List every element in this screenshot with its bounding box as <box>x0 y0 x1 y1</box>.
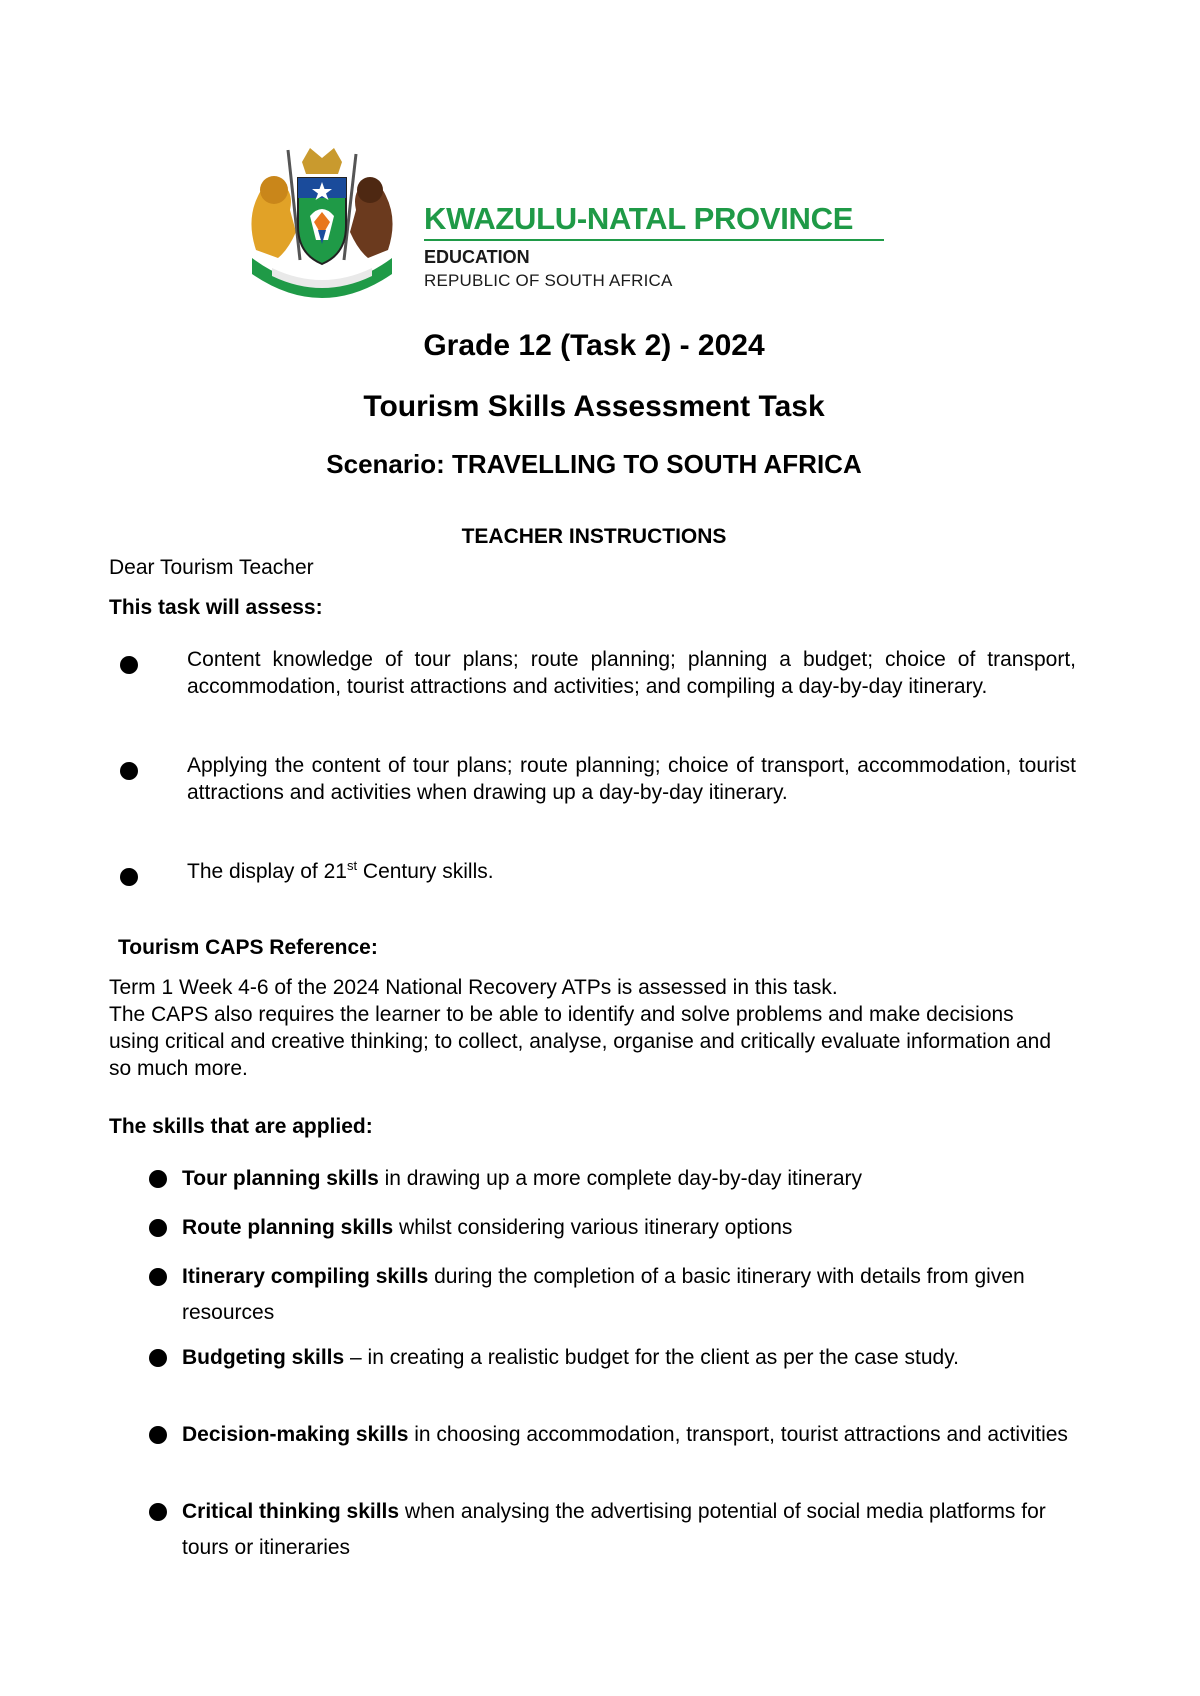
skill-item <box>182 1340 1082 1376</box>
assess-heading: This task will assess: <box>109 596 323 619</box>
coat-of-arms-icon <box>238 140 406 308</box>
country-name: REPUBLIC OF SOUTH AFRICA <box>424 271 673 290</box>
instructions-heading: TEACHER INSTRUCTIONS <box>461 525 727 548</box>
bullet-icon <box>120 656 138 674</box>
bullet-icon <box>149 1219 167 1237</box>
scenario-title: Scenario: TRAVELLING TO SOUTH AFRICA <box>326 449 862 479</box>
skills-heading: The skills that are applied: <box>109 1115 373 1138</box>
caps-line: The CAPS also requires the learner to be able to identify and solve problems and make decisions using critical and creative thinking; to collect, analyse, organise and critically evaluate information and so much more. <box>109 1003 1052 1080</box>
superscript: st <box>346 858 358 873</box>
bullet-icon <box>120 868 138 886</box>
department-name: EDUCATION <box>424 247 530 267</box>
caps-paragraph <box>109 974 1059 1082</box>
skill-description: whilst considering various itinerary options <box>393 1216 793 1239</box>
skill-name: Critical thinking skills <box>182 1500 400 1523</box>
bullet-icon <box>149 1503 167 1521</box>
skill-description: during the completion of a basic itinerary with details from given resources <box>182 1265 1025 1324</box>
skill-name: Route planning skills <box>182 1216 394 1239</box>
skill-description: – in creating a realistic budget for the client as per the case study. <box>344 1346 959 1369</box>
assess-item-text: Century skills. <box>357 860 494 883</box>
province-name: KWAZULU-NATAL PROVINCE <box>424 201 854 236</box>
skill-name: Tour planning skills <box>182 1167 379 1190</box>
skill-description: in choosing accommodation, transport, tourist attractions and activities <box>408 1423 1068 1446</box>
caps-heading: Tourism CAPS Reference: <box>118 936 378 959</box>
grade-title: Grade 12 (Task 2) - 2024 <box>423 329 765 362</box>
caps-line: Term 1 Week 4-6 of the 2024 National Recovery ATPs is assessed in this task. <box>109 976 838 999</box>
assess-item-text: The display of 21 <box>187 860 347 883</box>
bullet-icon <box>149 1268 167 1286</box>
skill-item <box>182 1494 1082 1566</box>
salutation: Dear Tourism Teacher <box>109 556 314 579</box>
bullet-icon <box>120 762 138 780</box>
skill-item <box>182 1259 1082 1331</box>
skill-name: Budgeting skills <box>182 1346 345 1369</box>
skill-item <box>182 1417 1082 1453</box>
skill-description: in drawing up a more complete day-by-day itinerary <box>378 1167 863 1190</box>
skill-item <box>182 1210 1082 1246</box>
assess-item <box>187 858 494 885</box>
assess-item: Content knowledge of tour plans; route planning; planning a budget; choice of transport, accommodation, tourist attractions and activities; and compiling a day-by-day itinerary. <box>187 648 1076 698</box>
assess-item: Applying the content of tour plans; route planning; choice of transport, accommodation, tourist attractions and activities when drawing up a day-by-day itinerary. <box>187 754 1076 804</box>
task-title: Tourism Skills Assessment Task <box>363 390 825 423</box>
skill-item <box>182 1161 1082 1197</box>
header-divider <box>424 239 884 241</box>
bullet-icon <box>149 1349 167 1367</box>
skill-name: Decision-making skills <box>182 1423 409 1446</box>
skill-name: Itinerary compiling skills <box>182 1265 429 1288</box>
skill-description: when analysing the advertising potential of social media platforms for tours or itineraries <box>182 1500 1046 1559</box>
bullet-icon <box>149 1426 167 1444</box>
bullet-icon <box>149 1170 167 1188</box>
